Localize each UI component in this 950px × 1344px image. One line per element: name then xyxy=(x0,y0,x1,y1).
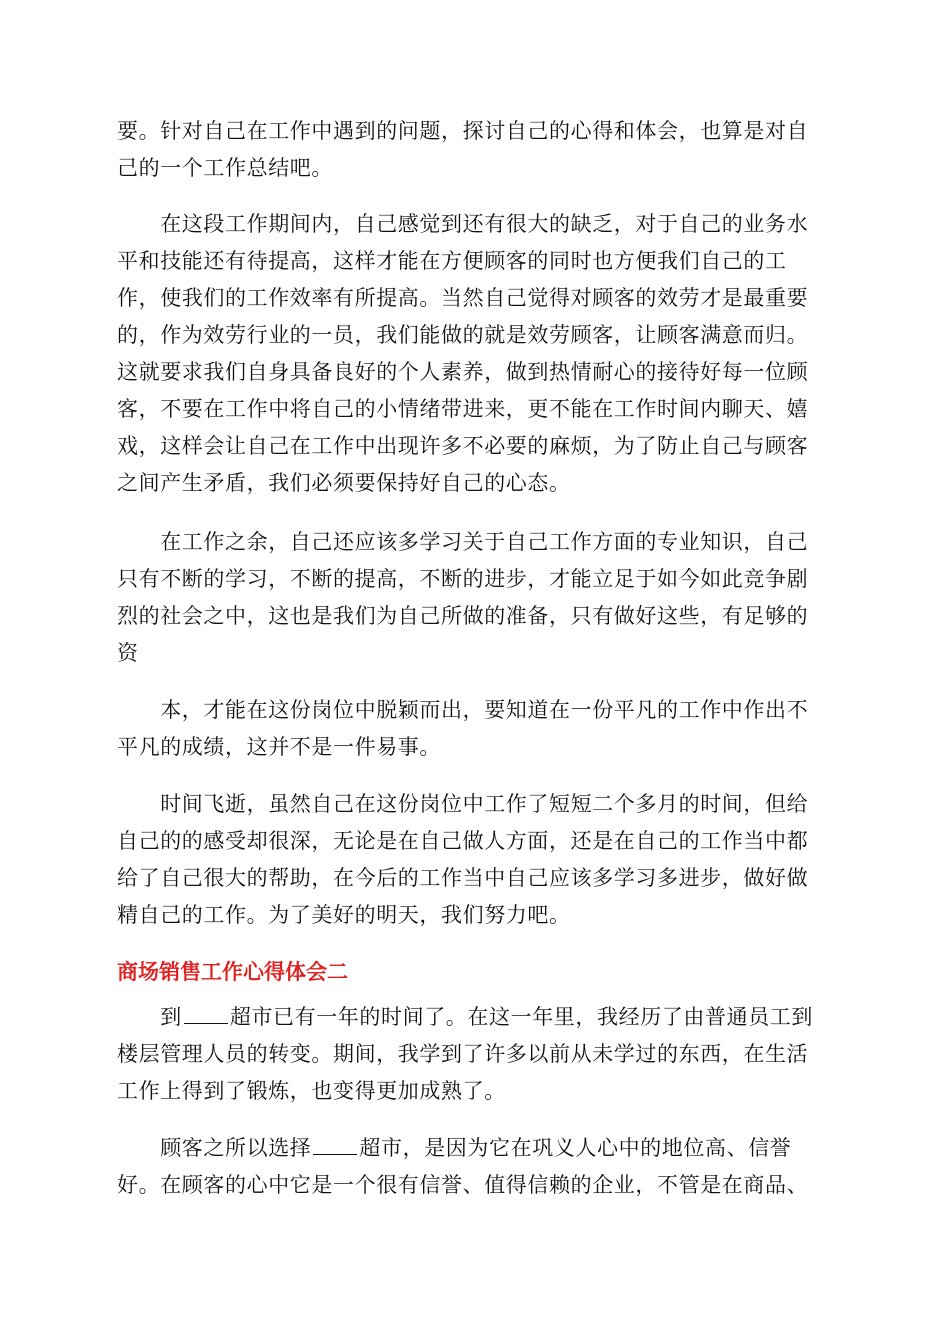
text-line: 平凡的成绩，这并不是一件易事。 xyxy=(117,735,441,759)
text-line: 作，使我们的工作效率有所提高。当然自己觉得对顾客的效劳才是最重要 xyxy=(117,286,809,310)
section-heading: 商场销售工作心得体会二 xyxy=(117,960,348,984)
fill-in-blank xyxy=(313,1136,357,1155)
text-line: 平和技能还有待提高，这样才能在方便顾客的同时也方便我们自己的工 xyxy=(117,249,787,273)
text-line xyxy=(117,1133,833,1163)
text-line: 在工作之余，自己还应该多学习关于自己工作方面的专业知识，自己 xyxy=(117,530,809,554)
text-line: 工作上得到了锻炼，也变得更加成熟了。 xyxy=(117,1079,506,1103)
text-line: 要。针对自己在工作中遇到的问题，探讨自己的心得和体会，也算是对自 xyxy=(117,119,809,143)
text-line: 这就要求我们自身具备良好的个人素养，做到热情耐心的接待好每一位顾 xyxy=(117,360,809,384)
text-line: 时间飞逝，虽然自己在这份岗位中工作了短短二个多月的时间，但给 xyxy=(117,792,809,816)
text-line: 只有不断的学习，不断的提高，不断的进步，才能立足于如今如此竞争剧 xyxy=(117,567,809,591)
text-line: 资 xyxy=(117,641,139,665)
text-span: 顾客之所以选择 xyxy=(117,1136,312,1160)
text-line: 烈的社会之中，这也是我们为自己所做的准备，只有做好这些，有足够的 xyxy=(117,604,809,628)
text-span: 超市已有一年的时间了。在这一年里，我经历了由普通员工到 xyxy=(229,1005,814,1029)
text-line: 己的一个工作总结吧。 xyxy=(117,156,333,180)
text-line: 客，不要在工作中将自己的小情绪带进来，更不能在工作时间内聊天、嬉 xyxy=(117,397,809,421)
text-line: 戏，这样会让自己在工作中出现许多不必要的麻烦，为了防止自己与顾客 xyxy=(117,434,809,458)
fill-in-blank xyxy=(184,1005,228,1024)
text-line: 好。在顾客的心中它是一个很有信誉、值得信赖的企业，不管是在商品、 xyxy=(117,1173,809,1197)
text-span: 超市，是因为它在巩义人心中的地位高、信誉 xyxy=(359,1136,792,1160)
text-line: 在这段工作期间内，自己感觉到还有很大的缺乏，对于自己的业务水 xyxy=(117,212,809,236)
text-line: 之间产生矛盾，我们必须要保持好自己的心态。 xyxy=(117,471,571,495)
text-span: 到 xyxy=(117,1005,182,1029)
text-line: 给了自己很大的帮助，在今后的工作当中自己应该多学习多进步，做好做 xyxy=(117,866,809,890)
text-line: 的，作为效劳行业的一员，我们能做的就是效劳顾客，让顾客满意而归。 xyxy=(117,323,809,347)
text-line: 本，才能在这份岗位中脱颖而出，要知道在一份平凡的工作中作出不 xyxy=(117,698,809,722)
text-line xyxy=(117,1002,833,1032)
text-line: 楼层管理人员的转变。期间，我学到了许多以前从未学过的东西，在生活 xyxy=(117,1042,809,1066)
text-line: 精自己的工作。为了美好的明天，我们努力吧。 xyxy=(117,903,571,927)
text-line: 自己的的感受却很深，无论是在自己做人方面，还是在自己的工作当中都 xyxy=(117,829,809,853)
